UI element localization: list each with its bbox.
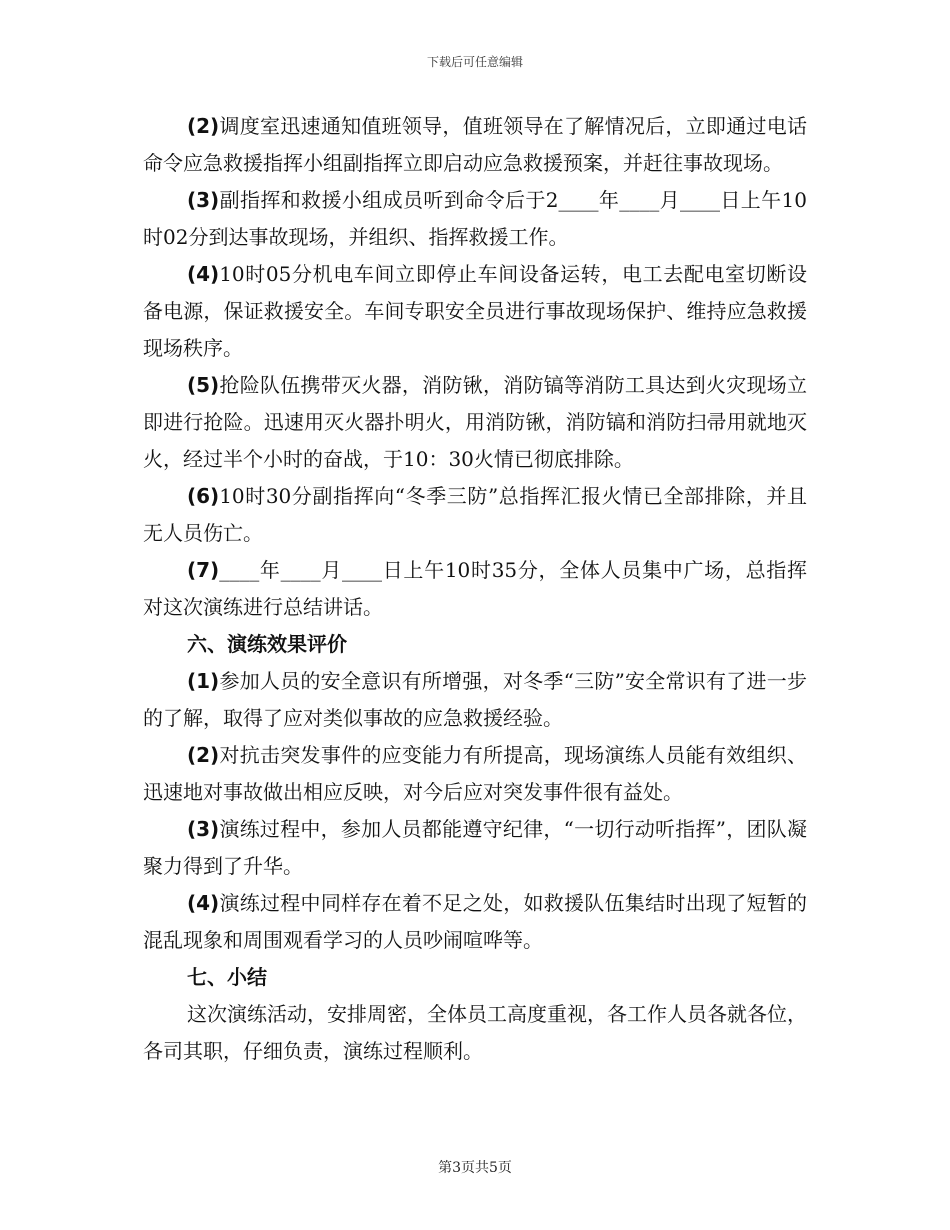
paragraph <box>143 663 807 737</box>
page-header: 下载后可任意编辑 <box>426 55 523 69</box>
paragraph <box>143 552 807 626</box>
item-number: (6) <box>187 484 220 508</box>
item-number: (7) <box>187 558 220 582</box>
paragraph <box>143 811 807 885</box>
section-heading: 七、小结 <box>187 965 267 989</box>
paragraph-text: 演练过程中同样存在着不足之处，如救援队伍集结时出现了短暂的混乱现象和周围观看学习的人员吵闹喧哗等。 <box>143 891 807 952</box>
paragraph-text: ____年____月____日上午10时35分，全体人员集中广场，总指挥对这次演练进行总结讲话。 <box>143 558 807 619</box>
paragraph <box>143 996 807 1070</box>
paragraph <box>143 737 807 811</box>
item-number: (3) <box>187 188 220 212</box>
item-number: (4) <box>187 891 220 915</box>
paragraph-text: 10时05分机电车间立即停止车间设备运转，电工去配电室切断设备电源，保证救援安全。车间专职安全员进行事故现场保护、维持应急救援现场秩序。 <box>143 262 807 360</box>
paragraph-text: 抢险队伍携带灭火器，消防锹，消防镐等消防工具达到火灾现场立即进行抢险。迅速用灭火器扑明火，用消防锹，消防镐和消防扫帚用就地灭火，经过半个小时的奋战，于10：30火情已彻底排除。 <box>143 373 807 471</box>
paragraph <box>143 367 807 478</box>
paragraph-text: 演练过程中，参加人员都能遵守纪律，“一切行动听指挥”，团队凝聚力得到了升华。 <box>143 817 807 878</box>
paragraph-text: 10时30分副指挥向“冬季三防”总指挥汇报火情已全部排除，并且无人员伤亡。 <box>143 484 807 545</box>
paragraph <box>143 885 807 959</box>
paragraph <box>143 182 807 256</box>
item-number: (2) <box>187 114 220 138</box>
paragraph-text: 调度室迅速通知值班领导，值班领导在了解情况后，立即通过电话命令应急救援指挥小组副指挥立即启动应急救援预案，并赶往事故现场。 <box>143 114 807 175</box>
item-number: (5) <box>187 373 220 397</box>
paragraph-text: 副指挥和救援小组成员听到命令后于2____年____月____日上午10时02分到达事故现场，并组织、指挥救援工作。 <box>143 188 807 249</box>
section-heading: 六、演练效果评价 <box>187 632 347 656</box>
paragraph-text: 这次演练活动，安排周密，全体员工高度重视，各工作人员各就各位，各司其职，仔细负责，演练过程顺利。 <box>143 1002 807 1063</box>
item-number: (4) <box>187 262 220 286</box>
paragraph <box>143 108 807 182</box>
item-number: (1) <box>187 669 220 693</box>
paragraph <box>143 256 807 367</box>
paragraph-text: 对抗击突发事件的应变能力有所提高，现场演练人员能有效组织、迅速地对事故做出相应反映，对今后应对突发事件很有益处。 <box>143 743 807 804</box>
page-footer: 第3页共5页 <box>438 1160 512 1176</box>
paragraph <box>143 478 807 552</box>
item-number: (2) <box>187 743 220 767</box>
item-number: (3) <box>187 817 220 841</box>
document-body <box>143 108 807 1070</box>
paragraph-text: 参加人员的安全意识有所增强，对冬季“三防”安全常识有了进一步的了解，取得了应对类似事故的应急救援经验。 <box>143 669 807 730</box>
